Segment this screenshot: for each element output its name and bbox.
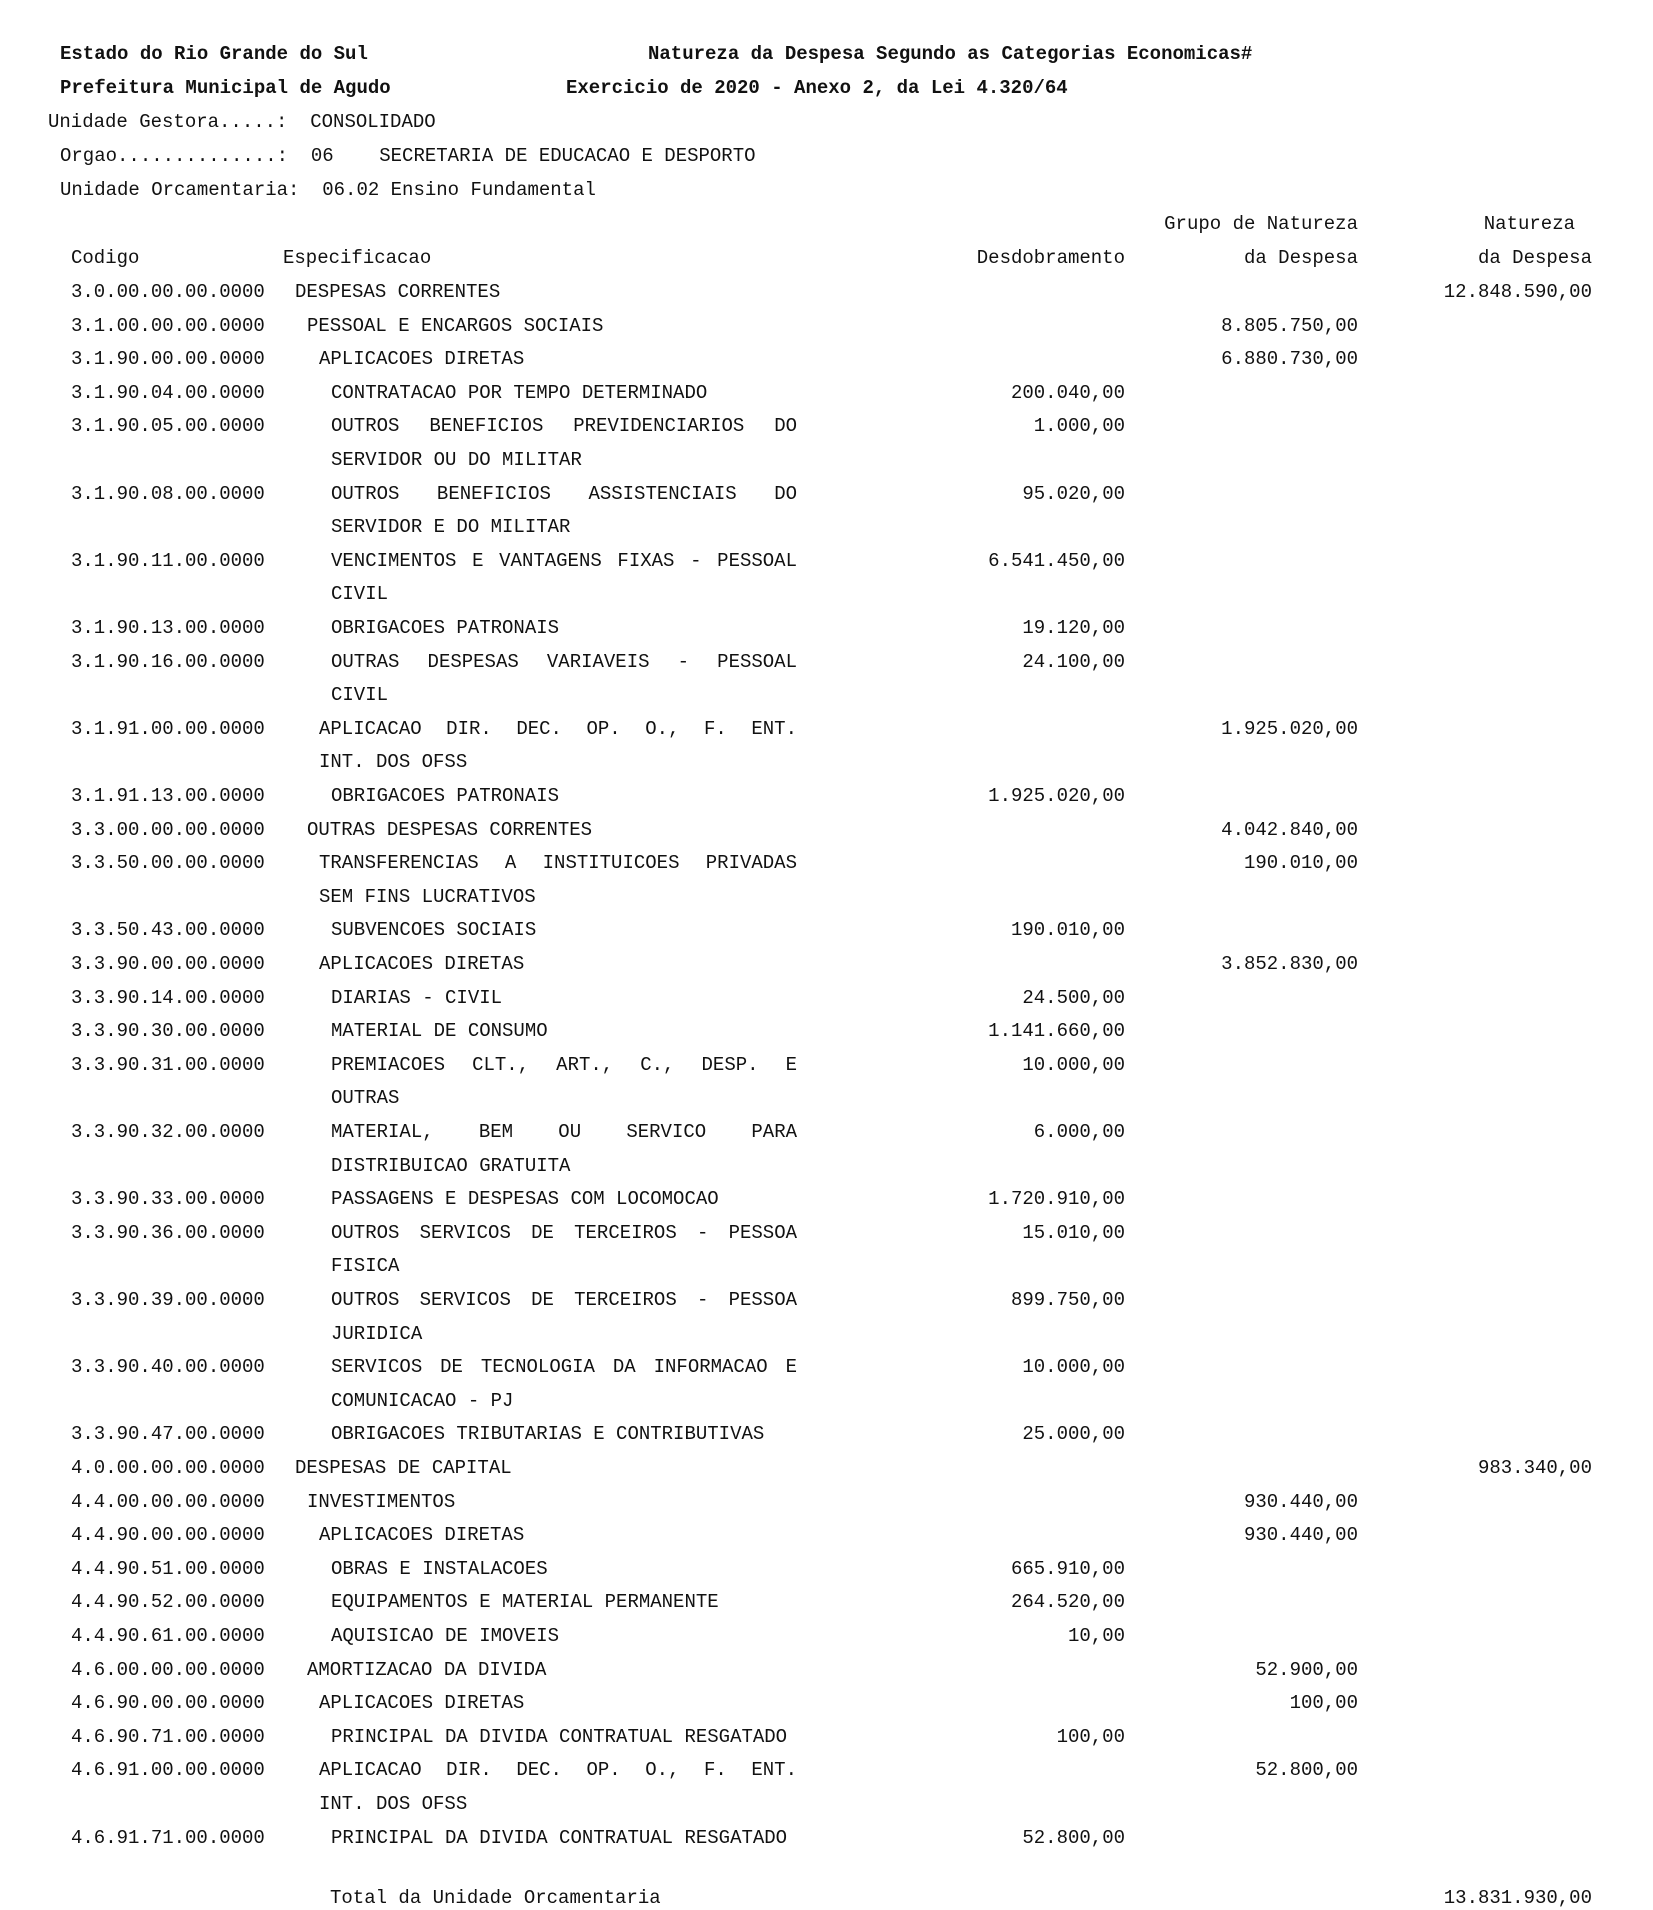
row-desdobramento: 25.000,00 <box>1022 1423 1125 1445</box>
row-grupo-natureza: 4.042.840,00 <box>1221 819 1358 841</box>
row-grupo-natureza: 3.852.830,00 <box>1221 953 1358 975</box>
row-especificacao: DESPESAS CORRENTES <box>295 281 501 303</box>
row-especificacao: APLICACOES DIRETAS <box>319 953 525 975</box>
row-desdobramento: 95.020,00 <box>1022 483 1125 505</box>
row-code: 3.0.00.00.00.0000 <box>71 281 265 303</box>
row-especificacao: OBRIGACOES PATRONAIS <box>331 617 560 639</box>
table-row <box>0 1557 1653 1581</box>
row-code: 3.1.90.16.00.0000 <box>71 651 265 673</box>
row-especificacao: DIARIAS - CIVIL <box>331 987 503 1009</box>
table-row-continuation <box>0 1792 1653 1816</box>
row-code: 3.1.90.00.00.0000 <box>71 348 265 370</box>
table-row <box>0 381 1653 405</box>
row-especificacao: OUTRAS DESPESAS VARIAVEIS - PESSOAL <box>331 651 797 673</box>
row-especificacao: AMORTIZACAO DA DIVIDA <box>307 1659 547 1681</box>
row-desdobramento: 52.800,00 <box>1022 1827 1125 1849</box>
table-row <box>0 784 1653 808</box>
table-row-continuation <box>0 1086 1653 1110</box>
row-code: 4.4.00.00.00.0000 <box>71 1491 265 1513</box>
row-desdobramento: 200.040,00 <box>1010 382 1125 404</box>
row-desdobramento: 6.000,00 <box>1033 1121 1125 1143</box>
row-grupo-natureza: 930.440,00 <box>1243 1491 1358 1513</box>
table-row <box>0 818 1653 842</box>
table-row <box>0 918 1653 942</box>
table-row-continuation <box>0 1389 1653 1413</box>
table-row <box>0 1490 1653 1514</box>
row-desdobramento: 665.910,00 <box>1010 1558 1125 1580</box>
row-desdobramento: 1.141.660,00 <box>988 1020 1125 1042</box>
row-especificacao: MATERIAL, BEM OU SERVICO PARA <box>331 1121 797 1143</box>
row-especificacao: PESSOAL E ENCARGOS SOCIAIS <box>307 315 604 337</box>
row-especificacao: TRANSFERENCIAS A INSTITUICOES PRIVADAS <box>319 852 797 874</box>
row-code: 3.1.90.08.00.0000 <box>71 483 265 505</box>
table-row <box>0 1590 1653 1614</box>
row-especificacao: OUTROS SERVICOS DE TERCEIROS - PESSOA <box>331 1222 797 1244</box>
row-code: 4.6.90.71.00.0000 <box>71 1726 265 1748</box>
row-especificacao: FISICA <box>331 1255 400 1277</box>
total-label: Total da Unidade Orcamentaria <box>330 1887 661 1909</box>
row-especificacao: CIVIL <box>331 583 389 605</box>
row-grupo-natureza: 1.925.020,00 <box>1221 718 1358 740</box>
exercise-line: Exercicio de 2020 - Anexo 2, da Lei 4.320/64 <box>566 77 1068 99</box>
row-especificacao: INT. DOS OFSS <box>319 751 468 773</box>
row-especificacao: INT. DOS OFSS <box>319 1793 468 1815</box>
col-header-grupo-line2: da Despesa <box>1243 247 1358 269</box>
row-especificacao: OUTRAS <box>331 1087 400 1109</box>
row-especificacao: APLICACOES DIRETAS <box>319 1692 525 1714</box>
row-code: 3.3.90.40.00.0000 <box>71 1356 265 1378</box>
table-row <box>0 986 1653 1010</box>
row-especificacao: DESPESAS DE CAPITAL <box>295 1457 512 1479</box>
table-row <box>0 347 1653 371</box>
table-row <box>0 1624 1653 1648</box>
row-code: 4.4.90.00.00.0000 <box>71 1524 265 1546</box>
row-especificacao: OBRIGACOES PATRONAIS <box>331 785 560 807</box>
row-especificacao: APLICACOES DIRETAS <box>319 1524 525 1546</box>
row-especificacao: APLICACOES DIRETAS <box>319 348 525 370</box>
table-row-continuation <box>0 683 1653 707</box>
total-value: 13.831.930,00 <box>1443 1887 1592 1909</box>
table-row <box>0 1725 1653 1749</box>
row-code: 4.4.90.61.00.0000 <box>71 1625 265 1647</box>
row-desdobramento: 1.720.910,00 <box>988 1188 1125 1210</box>
row-code: 4.6.00.00.00.0000 <box>71 1659 265 1681</box>
row-especificacao: OBRIGACOES TRIBUTARIAS E CONTRIBUTIVAS <box>331 1423 765 1445</box>
row-code: 3.3.90.30.00.0000 <box>71 1020 265 1042</box>
row-natureza-despesa: 12.848.590,00 <box>1443 281 1592 303</box>
row-especificacao: OBRAS E INSTALACOES <box>331 1558 548 1580</box>
row-especificacao: SERVIDOR E DO MILITAR <box>331 516 571 538</box>
table-row <box>0 1456 1653 1480</box>
row-code: 3.1.90.13.00.0000 <box>71 617 265 639</box>
row-desdobramento: 10.000,00 <box>1022 1054 1125 1076</box>
table-row <box>0 1826 1653 1850</box>
row-grupo-natureza: 6.880.730,00 <box>1221 348 1358 370</box>
row-desdobramento: 24.100,00 <box>1022 651 1125 673</box>
table-row <box>0 717 1653 741</box>
row-code: 3.3.90.32.00.0000 <box>71 1121 265 1143</box>
row-especificacao: VENCIMENTOS E VANTAGENS FIXAS - PESSOAL <box>331 550 797 572</box>
row-desdobramento: 100,00 <box>1056 1726 1125 1748</box>
row-code: 4.6.91.00.00.0000 <box>71 1759 265 1781</box>
row-especificacao: JURIDICA <box>331 1323 423 1345</box>
table-row-continuation <box>0 582 1653 606</box>
row-code: 3.1.91.00.00.0000 <box>71 718 265 740</box>
col-header-natureza-line2: da Despesa <box>1477 247 1592 269</box>
col-header-desdobramento: Desdobramento <box>976 247 1125 269</box>
table-row <box>0 650 1653 674</box>
row-especificacao: SERVIDOR OU DO MILITAR <box>331 449 582 471</box>
row-desdobramento: 19.120,00 <box>1022 617 1125 639</box>
state-name: Estado do Rio Grande do Sul <box>60 43 368 65</box>
table-row-continuation <box>0 448 1653 472</box>
row-especificacao: PRINCIPAL DA DIVIDA CONTRATUAL RESGATADO <box>331 1827 788 1849</box>
row-code: 3.3.90.33.00.0000 <box>71 1188 265 1210</box>
table-row <box>0 1758 1653 1782</box>
row-grupo-natureza: 930.440,00 <box>1243 1524 1358 1546</box>
row-code: 3.3.50.00.00.0000 <box>71 852 265 874</box>
row-grupo-natureza: 8.805.750,00 <box>1221 315 1358 337</box>
table-row <box>0 414 1653 438</box>
unidade-orcamentaria: Unidade Orcamentaria: 06.02 Ensino Fundamental <box>60 179 596 201</box>
row-desdobramento: 899.750,00 <box>1010 1289 1125 1311</box>
table-row <box>0 1658 1653 1682</box>
row-code: 4.6.91.71.00.0000 <box>71 1827 265 1849</box>
row-grupo-natureza: 100,00 <box>1289 1692 1358 1714</box>
col-header-codigo: Codigo <box>71 247 140 269</box>
table-row <box>0 280 1653 304</box>
row-code: 3.1.91.13.00.0000 <box>71 785 265 807</box>
table-row-continuation <box>0 1154 1653 1178</box>
row-desdobramento: 1.000,00 <box>1033 415 1125 437</box>
row-desdobramento: 24.500,00 <box>1022 987 1125 1009</box>
row-especificacao: PRINCIPAL DA DIVIDA CONTRATUAL RESGATADO <box>331 1726 788 1748</box>
table-row <box>0 1422 1653 1446</box>
row-especificacao: SEM FINS LUCRATIVOS <box>319 886 536 908</box>
row-especificacao: SERVICOS DE TECNOLOGIA DA INFORMACAO E <box>331 1356 797 1378</box>
row-grupo-natureza: 52.900,00 <box>1255 1659 1358 1681</box>
row-code: 3.3.90.47.00.0000 <box>71 1423 265 1445</box>
table-row <box>0 549 1653 573</box>
table-row-continuation <box>0 885 1653 909</box>
row-especificacao: PASSAGENS E DESPESAS COM LOCOMOCAO <box>331 1188 719 1210</box>
row-code: 3.3.50.43.00.0000 <box>71 919 265 941</box>
row-desdobramento: 264.520,00 <box>1010 1591 1125 1613</box>
row-code: 3.3.90.39.00.0000 <box>71 1289 265 1311</box>
row-desdobramento: 10.000,00 <box>1022 1356 1125 1378</box>
col-header-especificacao: Especificacao <box>283 247 432 269</box>
row-especificacao: OUTROS BENEFICIOS ASSISTENCIAIS DO <box>331 483 797 505</box>
row-especificacao: INVESTIMENTOS <box>307 1491 456 1513</box>
row-code: 3.3.90.00.00.0000 <box>71 953 265 975</box>
row-especificacao: EQUIPAMENTOS E MATERIAL PERMANENTE <box>331 1591 719 1613</box>
table-row <box>0 1053 1653 1077</box>
table-row <box>0 1355 1653 1379</box>
row-code: 3.1.90.04.00.0000 <box>71 382 265 404</box>
row-desdobramento: 6.541.450,00 <box>988 550 1125 572</box>
table-row-continuation <box>0 1254 1653 1278</box>
municipality-name: Prefeitura Municipal de Agudo <box>60 77 391 99</box>
col-header-grupo-line1: Grupo de Natureza <box>1164 213 1358 235</box>
row-code: 4.4.90.52.00.0000 <box>71 1591 265 1613</box>
row-code: 3.1.00.00.00.0000 <box>71 315 265 337</box>
table-row-continuation <box>0 1322 1653 1346</box>
row-especificacao: CONTRATACAO POR TEMPO DETERMINADO <box>331 382 708 404</box>
row-natureza-despesa: 983.340,00 <box>1477 1457 1592 1479</box>
row-especificacao: OUTROS BENEFICIOS PREVIDENCIARIOS DO <box>331 415 797 437</box>
row-desdobramento: 1.925.020,00 <box>988 785 1125 807</box>
table-row <box>0 482 1653 506</box>
table-row <box>0 1019 1653 1043</box>
table-row <box>0 1691 1653 1715</box>
row-especificacao: CIVIL <box>331 684 389 706</box>
row-desdobramento: 190.010,00 <box>1010 919 1125 941</box>
row-especificacao: MATERIAL DE CONSUMO <box>331 1020 548 1042</box>
row-especificacao: OUTRAS DESPESAS CORRENTES <box>307 819 593 841</box>
table-row-continuation <box>0 750 1653 774</box>
row-code: 3.1.90.11.00.0000 <box>71 550 265 572</box>
row-code: 3.3.00.00.00.0000 <box>71 819 265 841</box>
table-row <box>0 314 1653 338</box>
row-desdobramento: 15.010,00 <box>1022 1222 1125 1244</box>
col-header-natureza-line1: Natureza <box>1483 213 1575 235</box>
table-row <box>0 952 1653 976</box>
row-especificacao: PREMIACOES CLT., ART., C., DESP. E <box>331 1054 797 1076</box>
table-row <box>0 1221 1653 1245</box>
row-especificacao: APLICACAO DIR. DEC. OP. O., F. ENT. <box>319 1759 797 1781</box>
table-row <box>0 1120 1653 1144</box>
row-code: 4.0.00.00.00.0000 <box>71 1457 265 1479</box>
table-row <box>0 1523 1653 1547</box>
unidade-gestora: Unidade Gestora.....: CONSOLIDADO <box>48 111 436 133</box>
row-code: 3.3.90.14.00.0000 <box>71 987 265 1009</box>
table-row <box>0 851 1653 875</box>
row-especificacao: DISTRIBUICAO GRATUITA <box>331 1155 571 1177</box>
table-row-continuation <box>0 515 1653 539</box>
row-desdobramento: 10,00 <box>1067 1625 1125 1647</box>
row-code: 4.6.90.00.00.0000 <box>71 1692 265 1714</box>
table-row <box>0 1288 1653 1312</box>
row-code: 3.3.90.31.00.0000 <box>71 1054 265 1076</box>
row-especificacao: COMUNICACAO - PJ <box>331 1390 514 1412</box>
row-especificacao: APLICACAO DIR. DEC. OP. O., F. ENT. <box>319 718 797 740</box>
row-code: 4.4.90.51.00.0000 <box>71 1558 265 1580</box>
row-grupo-natureza: 52.800,00 <box>1255 1759 1358 1781</box>
row-grupo-natureza: 190.010,00 <box>1243 852 1358 874</box>
row-especificacao: AQUISICAO DE IMOVEIS <box>331 1625 560 1647</box>
table-row <box>0 616 1653 640</box>
orgao: Orgao..............: 06 SECRETARIA DE EDUCACAO E DESPORTO <box>60 145 756 167</box>
row-especificacao: SUBVENCOES SOCIAIS <box>331 919 537 941</box>
report-title: Natureza da Despesa Segundo as Categorias Economicas# <box>648 43 1253 65</box>
row-especificacao: OUTROS SERVICOS DE TERCEIROS - PESSOA <box>331 1289 797 1311</box>
row-code: 3.3.90.36.00.0000 <box>71 1222 265 1244</box>
row-code: 3.1.90.05.00.0000 <box>71 415 265 437</box>
table-row <box>0 1187 1653 1211</box>
